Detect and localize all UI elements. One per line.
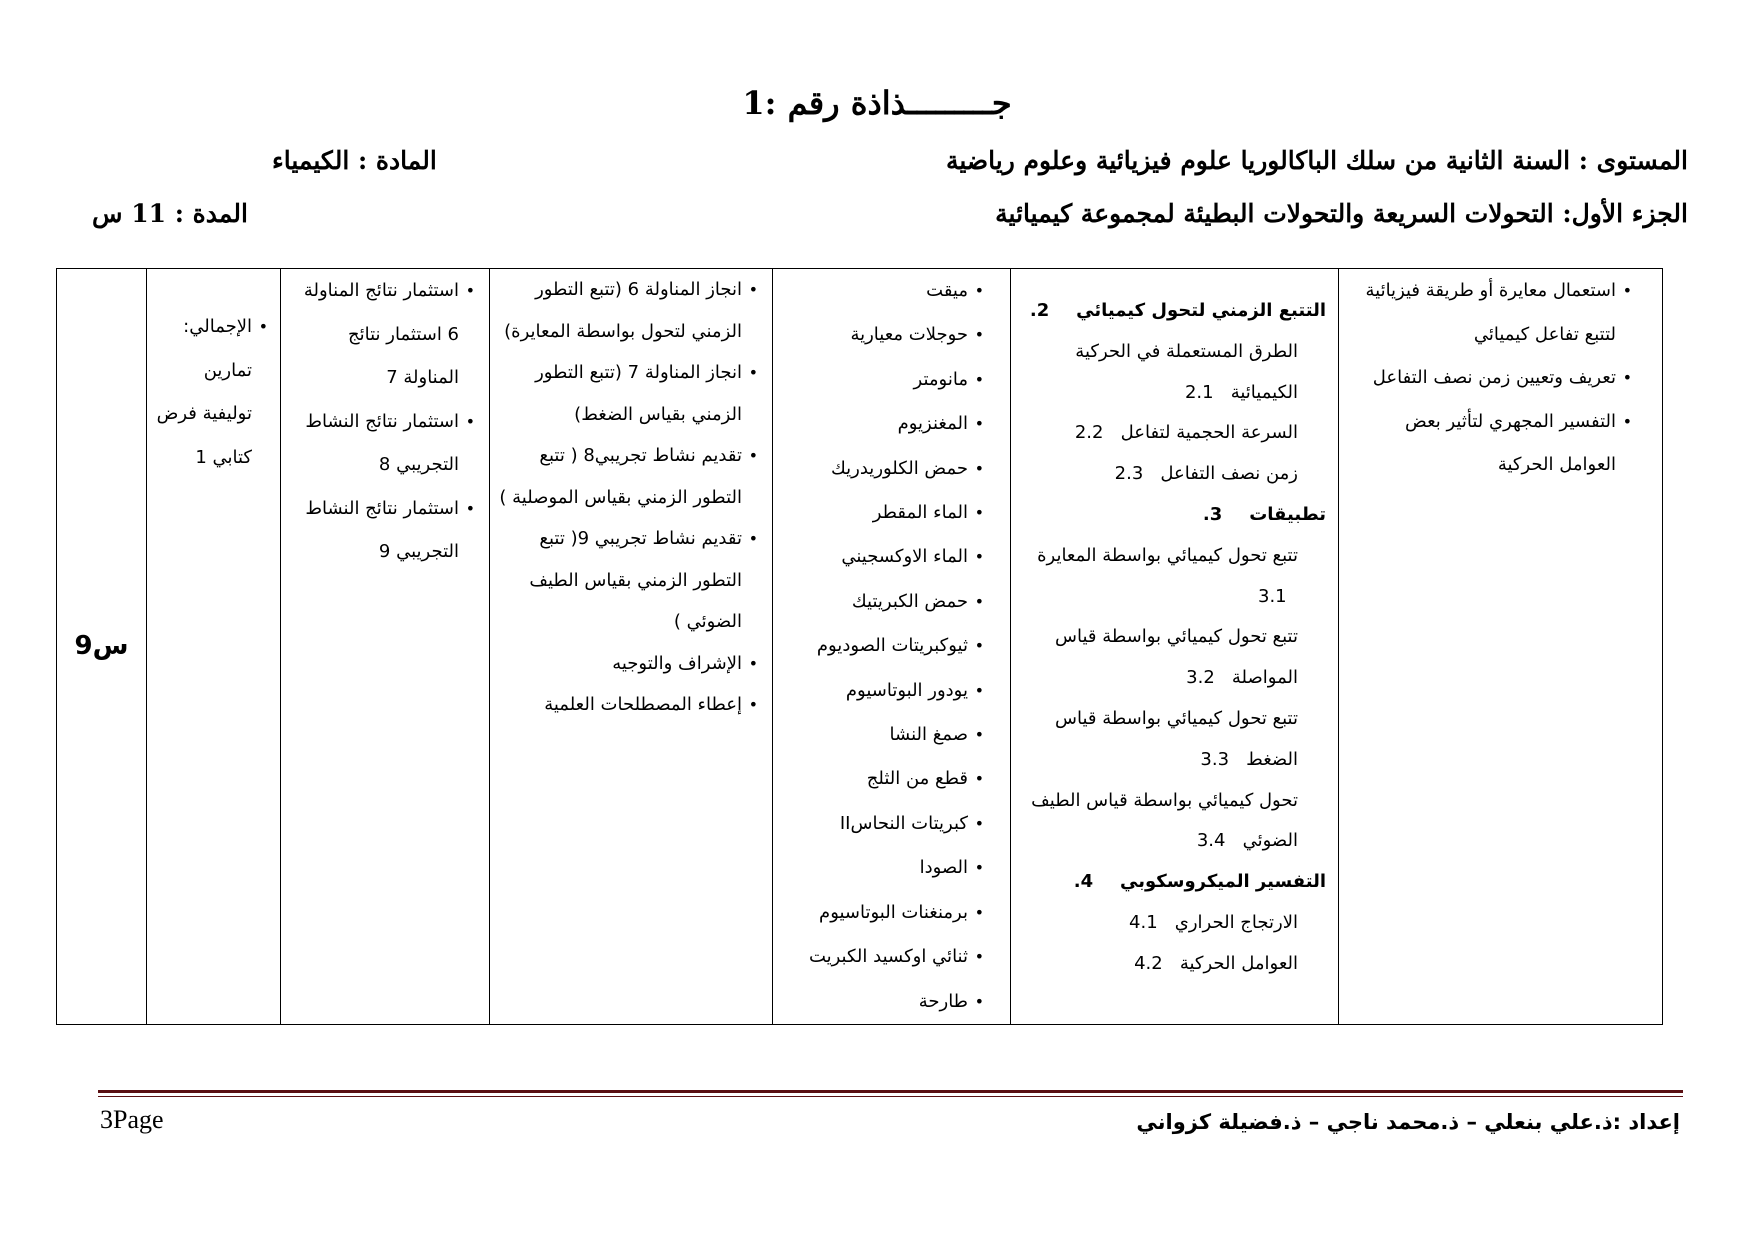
activities-list bbox=[496, 269, 758, 726]
content-text: السرعة الحجمية لتفاعل bbox=[1120, 422, 1298, 444]
material-item: • ميقت bbox=[779, 269, 984, 313]
exploitation-list bbox=[287, 269, 475, 574]
materials-list bbox=[779, 269, 984, 1024]
duration-label: المدة : 11 س bbox=[92, 199, 248, 228]
content-text: الطرق المستعملة في الحركية الكيميائية bbox=[1075, 340, 1298, 403]
activity-item: • إعطاء المصطلحات العلمية bbox=[496, 684, 758, 726]
content-text: تحول كيميائي بواسطة قياس الطيف الضوئي bbox=[1031, 789, 1298, 852]
content-text: تتبع تحول كيميائي بواسطة قياس الضغط bbox=[1055, 707, 1298, 770]
content-text: العوامل الحركية bbox=[1179, 952, 1298, 974]
material-item: • طارحة bbox=[779, 980, 984, 1024]
content-text: زمن نصف التفاعل bbox=[1160, 463, 1298, 485]
content-number: 4.1 bbox=[1129, 911, 1158, 933]
content-text: تطبيقات bbox=[1249, 503, 1326, 525]
materials-cell bbox=[773, 269, 1011, 1025]
content-cell bbox=[1011, 269, 1339, 1025]
content-number: 3.4 bbox=[1196, 830, 1226, 852]
subject-label: المادة : الكيمياء bbox=[272, 146, 437, 175]
activity-item: • الإشراف والتوجيه bbox=[496, 643, 758, 685]
material-item: • صمغ النشا bbox=[779, 713, 984, 757]
level-label: المستوى : السنة الثانية من سلك الباكالوريا علوم فيزيائية وعلوم رياضية bbox=[945, 146, 1688, 175]
evaluation-item: • الإجمالي: تمارين توليفية فرض كتابي 1 bbox=[153, 305, 268, 479]
material-item: • حمض الكلوريدريك bbox=[779, 447, 984, 491]
evaluation-cell bbox=[147, 269, 281, 1025]
lesson-plan-table bbox=[56, 268, 1663, 1025]
exploitation-cell bbox=[281, 269, 490, 1025]
content-number: 3.3 bbox=[1200, 748, 1230, 770]
objectives-list bbox=[1345, 269, 1632, 487]
material-item: • الماء المقطر bbox=[779, 491, 984, 535]
content-section bbox=[1017, 862, 1326, 903]
material-item: • ثنائي اوكسيد الكبريت bbox=[779, 935, 984, 979]
footer-rule bbox=[98, 1090, 1683, 1093]
content-text: تتبع تحول كيميائي بواسطة المعايرة bbox=[1037, 544, 1298, 566]
page-number: 3Page bbox=[100, 1105, 164, 1134]
content-number: 3.2 bbox=[1186, 667, 1215, 689]
hours-value: 9س bbox=[74, 631, 129, 662]
content-number: 4. bbox=[1073, 871, 1094, 893]
material-item: • مانومتر bbox=[779, 358, 984, 402]
exploitation-item: • استثمار نتائج النشاط التجريبي 9 bbox=[287, 487, 475, 574]
material-item: • يودور البوتاسيوم bbox=[779, 669, 984, 713]
objective-item: • تعريف وتعيين زمن نصف التفاعل bbox=[1345, 356, 1632, 400]
footer-rule-thin bbox=[98, 1096, 1683, 1097]
material-item: • المغنزيوم bbox=[779, 402, 984, 446]
content-subsection bbox=[1017, 944, 1326, 985]
material-item: • حمض الكبريتيك bbox=[779, 580, 984, 624]
content-subsection bbox=[1017, 413, 1326, 454]
content-subsection bbox=[1017, 617, 1326, 699]
activity-item: • تقديم نشاط تجريبي 9( تتبع التطور الزمني بقياس الطيف الضوئي ) bbox=[496, 518, 758, 643]
material-item: • الماء الاوكسجيني bbox=[779, 535, 984, 579]
content-number: 2.2 bbox=[1074, 422, 1104, 444]
exploitation-item: • استثمار نتائج المناولة 6 استثمار نتائج المناولة 7 bbox=[287, 269, 475, 400]
content-section bbox=[1017, 495, 1326, 536]
content-number: 4.2 bbox=[1134, 952, 1163, 974]
content-number: 3.1 bbox=[1258, 585, 1287, 607]
content-list bbox=[1011, 269, 1338, 985]
objective-item: • التفسير المجهري لتأثير بعض العوامل الحركية bbox=[1345, 400, 1632, 487]
content-subsection bbox=[1017, 699, 1326, 781]
activity-item: • انجاز المناولة 7 (تتبع التطور الزمني بقياس الضغط) bbox=[496, 352, 758, 435]
sheet-title: جـــــــــذاذة رقم :1 bbox=[742, 84, 1012, 122]
exploitation-item: • استثمار نتائج النشاط التجريبي 8 bbox=[287, 400, 475, 487]
content-text: تتبع تحول كيميائي بواسطة قياس المواصلة bbox=[1055, 626, 1298, 689]
objective-item: • استعمال معايرة أو طريقة فيزيائية لتتبع تفاعل كيميائي bbox=[1345, 269, 1632, 356]
activities-cell bbox=[490, 269, 773, 1025]
content-subsection bbox=[1017, 454, 1326, 495]
part-label: الجزء الأول: التحولات السريعة والتحولات البطيئة لمجموعة كيميائية bbox=[995, 199, 1688, 228]
activity-item: • انجاز المناولة 6 (تتبع التطور الزمني لتحول بواسطة المعايرة) bbox=[496, 269, 758, 352]
content-subsection bbox=[1017, 536, 1326, 618]
content-number: 3. bbox=[1202, 503, 1223, 525]
content-text: الارتجاج الحراري bbox=[1174, 911, 1298, 933]
content-number: 2.3 bbox=[1114, 463, 1144, 485]
objectives-cell bbox=[1339, 269, 1663, 1025]
content-section bbox=[1017, 291, 1326, 332]
material-item: • حوجلات معيارية bbox=[779, 313, 984, 357]
content-subsection bbox=[1017, 332, 1326, 414]
content-number: 2.1 bbox=[1184, 381, 1214, 403]
content-subsection bbox=[1017, 903, 1326, 944]
content-number: 2. bbox=[1029, 300, 1050, 321]
material-item: • برمنغنات البوتاسيوم bbox=[779, 891, 984, 935]
material-item: • ثيوكبريتات الصوديوم bbox=[779, 624, 984, 668]
authors-label: إعداد :ذ.علي بنعلي – ذ.محمد ناجي – ذ.فضيلة كزواني bbox=[1136, 1110, 1680, 1134]
content-text: التفسير الميكروسكوبي bbox=[1120, 871, 1326, 893]
evaluation-list bbox=[153, 305, 268, 479]
hours-cell bbox=[57, 269, 147, 1025]
content-text: التتبع الزمني لتحول كيميائي bbox=[1076, 300, 1326, 321]
material-item: • قطع من الثلج bbox=[779, 757, 984, 801]
content-subsection bbox=[1017, 781, 1326, 863]
material-item: • كبريتات النحاسII bbox=[779, 802, 984, 846]
material-item: • الصودا bbox=[779, 846, 984, 890]
activity-item: • تقديم نشاط تجريبي8 ( تتبع التطور الزمني بقياس الموصلية ) bbox=[496, 435, 758, 518]
